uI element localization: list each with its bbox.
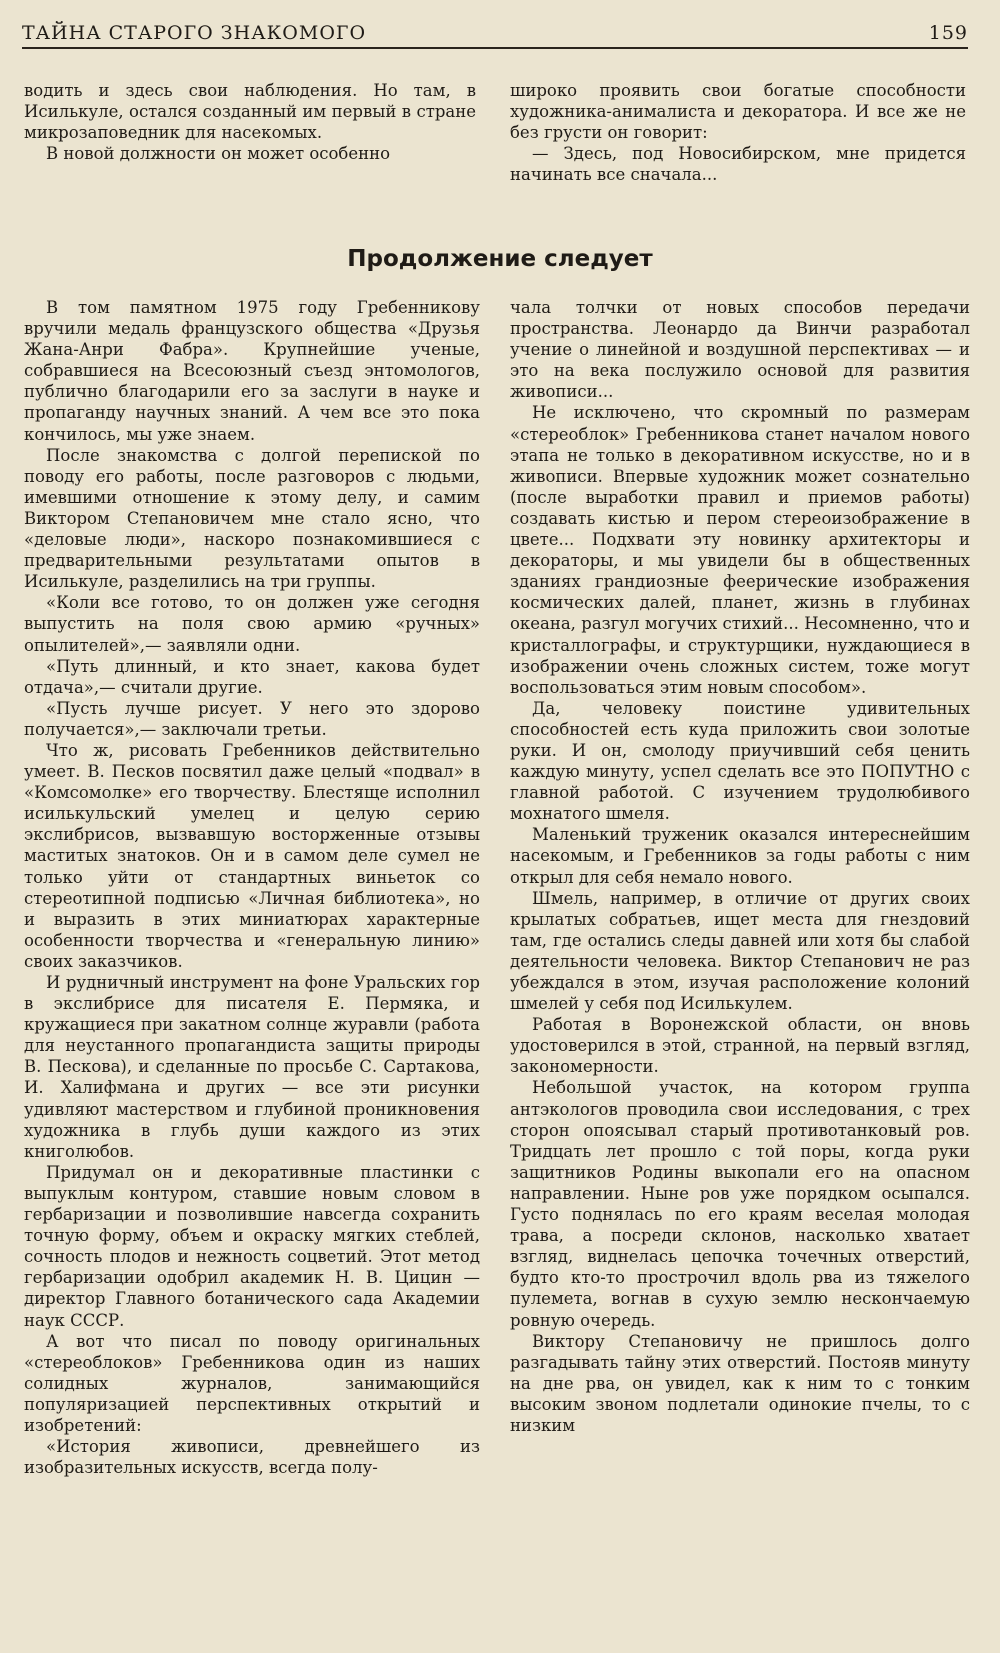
top-left-column <box>24 80 476 164</box>
page-number: 159 <box>928 22 968 44</box>
paragraph: «Пусть лучше рисует. У него это здорово получается»,— заключали третьи. <box>24 698 480 739</box>
paragraph: Небольшой участок, на котором группа антэкологов проводила свои исследования, с трех сторон опоясывал старый противотанковый ров. Тридцать лет прошло с той поры, когда руки защитников Родины выкопали его на опасном направлении. Ныне ров уже порядком осыпался. Густо поднялась по его краям веселая молодая трава, а посреди склонов, насколько хватает взгляд, виднелась цепочка точечных отверстий, будто кто-то прострочил вдоль рва из тяжелого пулемета, вогнав в сухую землю нескончаемую ровную очередь. <box>510 1078 970 1330</box>
section-heading: Продолжение следует <box>347 246 653 272</box>
paragraph: «История живописи, древнейшего из изобразительных искусств, всегда полу- <box>24 1437 480 1478</box>
paragraph: Не исключено, что скромный по размерам «стереоблок» Гребенникова станет началом нового этапа не только в декоративном искусстве, но и в живописи. Впервые художник может сознательно (после выработки правил и приемов работы) создавать кистью и пером стереоизображение в цвете... Подхвати эту новинку архитекторы и декораторы, и мы увидели бы в общественных зданиях грандиозные феерические изображения космических далей, планет, жизнь в глубинах океана, разгул могучих стихий... Несомненно, что и кристаллографы, и структурщики, нуждающиеся в изображении очень сложных систем, тоже могут воспользоваться этим новым способом». <box>510 403 970 697</box>
paragraph: «Путь длинный, и кто знает, какова будет отдача»,— считали другие. <box>24 656 480 697</box>
paragraph: После знакомства с долгой перепиской по поводу его работы, после разговоров с людьми, имевшими отношение к этому делу, и самим Виктором Степановичем мне стало ясно, что «деловые люди», наскоро познакомившиеся с предварительными результатами опытов в Исилькуле, разделились на три группы. <box>24 445 480 592</box>
paragraph: широко проявить свои богатые способности художника-анималиста и декоратора. И все же не без грусти он говорит: <box>510 81 966 143</box>
left-column <box>24 297 480 1478</box>
paragraph: Шмель, например, в отличие от других своих крылатых собратьев, ищет места для гнездовий там, где остались следы давней или хотя бы слабой деятельности человека. Виктор Степанович не раз убеждался в этом, изучая расположение колоний шмелей у себя под Исилькулем. <box>510 888 970 1014</box>
top-right-column <box>510 80 966 185</box>
paragraph: А вот что писал по поводу оригинальных «стереоблоков» Гребенникова один из наших солидных журналов, занимающийся популяризацией перспективных открытий и изобретений: <box>24 1331 480 1435</box>
paragraph: чала толчки от новых способов передачи пространства. Леонардо да Винчи разработал учение о линейной и воздушной перспективах — и это на века послужило основой для развития живописи... <box>510 298 970 402</box>
paragraph: Виктору Степановичу не пришлось долго разгадывать тайну этих отверстий. Постояв минуту на дне рва, он увидел, как к ним то с тонким высоким звоном подлетали одинокие пчелы, то с низким <box>510 1331 970 1435</box>
paragraph: Маленький труженик оказался интереснейшим насекомым, и Гребенников за годы работы с ним открыл для себя немало нового. <box>510 825 970 887</box>
right-column <box>510 297 970 1436</box>
paragraph: Придумал он и декоративные пластинки с выпуклым контуром, ставшие новым словом в гербаризации и позволившие навсегда сохранить точную форму, объем и окраску мягких стеблей, сочность плодов и нежность соцветий. Этот метод гербаризации одобрил академик Н. В. Цицин — директор Главного ботанического сада Академии наук СССР. <box>24 1162 480 1330</box>
paragraph: Что ж, рисовать Гребенников действительно умеет. В. Песков посвятил даже целый «подвал» в «Комсомолке» его творчеству. Блестяще исполнил исилькульский умелец и целую серию экслибрисов, вызвавшую восторженные отзывы маститых знатоков. Он и в самом деле сумел не только уйти от стандартных виньеток со стереотипной подписью «Личная библиотека», но и выразить в этих миниатюрах характерные особенности творчества и «генеральную линию» своих заказчиков. <box>24 740 480 971</box>
paragraph: водить и здесь свои наблюдения. Но там, в Исилькуле, остался созданный им первый в стране микрозаповедник для насекомых. <box>24 81 476 143</box>
paragraph: И рудничный инструмент на фоне Уральских гор в экслибрисе для писателя Е. Пермяка, и кружащиеся при закатном солнце журавли (работа для неустанного пропагандиста защиты природы В. Пескова), и сделанные по просьбе С. Сартакова, И. Халифмана и других — все эти рисунки удивляют мастерством и глубиной проникновения художника в глубь души каждого из этих книголюбов. <box>24 973 480 1161</box>
running-head-title: ТАЙНА СТАРОГО ЗНАКОМОГО <box>22 22 367 44</box>
paragraph: «Коли все готово, то он должен уже сегодня выпустить на поля свою армию «ручных» опылителей»,— заявляли одни. <box>24 593 480 655</box>
paragraph: В новой должности он может особенно <box>46 144 391 164</box>
paragraph: В том памятном 1975 году Гребенникову вручили медаль французского общества «Друзья Жана-Анри Фабра». Крупнейшие ученые, собравшиеся на Всесоюзный съезд энтомологов, публично благодарили его за заслуги в науке и пропаганду научных знаний. А чем все это пока кончилось, мы уже знаем. <box>24 298 480 444</box>
running-head <box>22 14 968 49</box>
paragraph: Да, человеку поистине удивительных способностей есть куда приложить свои золотые руки. И он, смолоду приучивший себя ценить каждую минуту, успел сделать все это ПОПУТНО с главной работой. С изучением трудолюбивого мохнатого шмеля. <box>510 698 970 824</box>
paragraph: — Здесь, под Новосибирском, мне придется начинать все сначала... <box>510 144 966 185</box>
paragraph: Работая в Воронежской области, он вновь удостоверился в этой, странной, на первый взгляд, закономерности. <box>510 1015 970 1077</box>
